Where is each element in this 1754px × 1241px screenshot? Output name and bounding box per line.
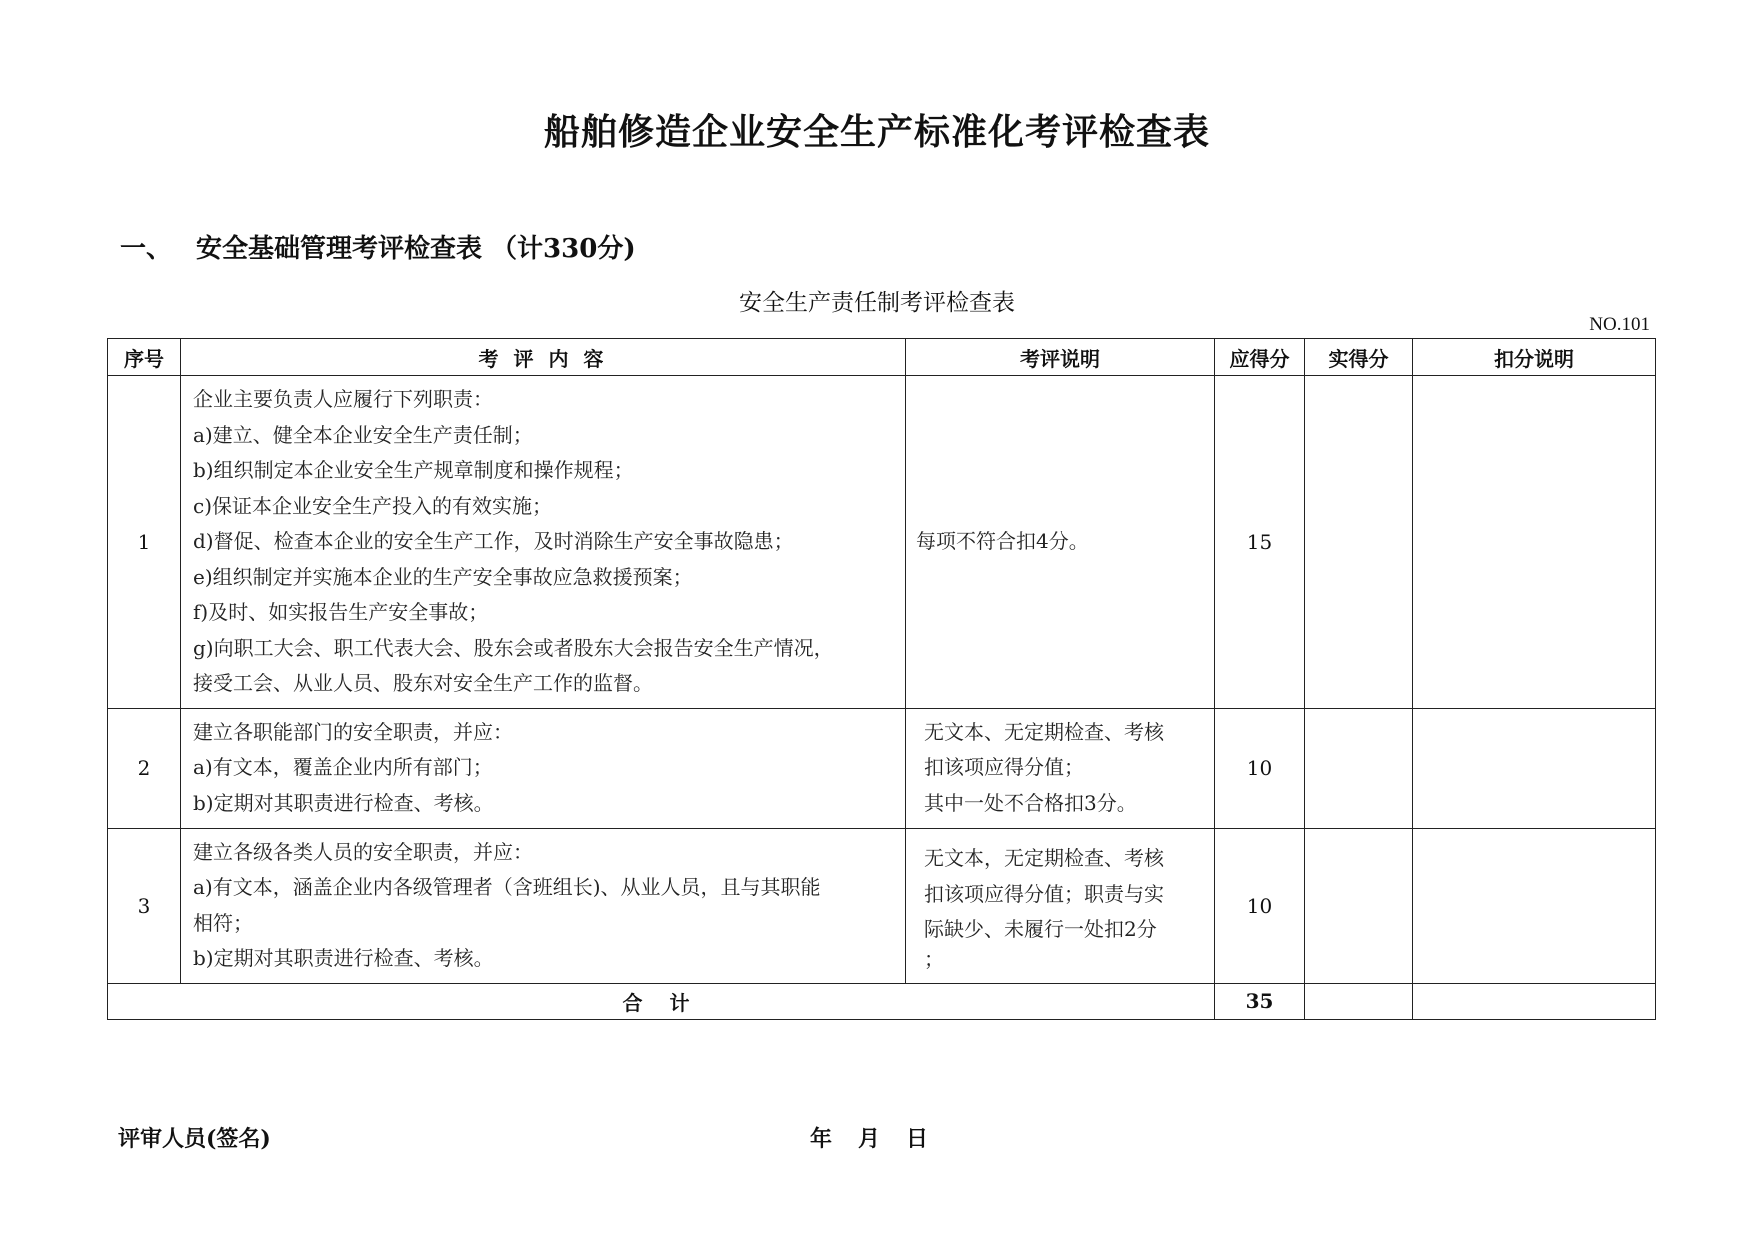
header-note: 考评说明	[906, 339, 1215, 376]
row-content	[181, 828, 906, 983]
total-due-score: 35	[1215, 983, 1305, 1019]
date-year-label: 年	[810, 1126, 833, 1152]
content-line: a)有文本，涵盖企业内各级管理者（含班组长)、从业人员，且与其职能	[193, 875, 821, 899]
assessment-table	[107, 338, 1656, 1020]
date-line	[810, 1122, 954, 1153]
total-label: 合 计	[108, 983, 1215, 1019]
row-due-score: 15	[1215, 376, 1305, 709]
row-due-score: 10	[1215, 828, 1305, 983]
row-actual-score[interactable]	[1305, 708, 1413, 828]
header-no: 序号	[108, 339, 181, 376]
content-line: d)督促、检查本企业的安全生产工作，及时消除生产安全事故隐患；	[193, 529, 794, 553]
header-due: 应得分	[1215, 339, 1305, 376]
note-line: 每项不符合扣4分。	[916, 529, 1089, 553]
content-line: 接受工会、从业人员、股东对安全生产工作的监督。	[193, 671, 653, 695]
signature-label: 评审人员(签名)	[118, 1126, 271, 1152]
row-content	[181, 376, 906, 709]
note-line: 其中一处不合格扣3分。	[924, 790, 1137, 815]
row-note	[906, 376, 1215, 709]
content-line: f)及时、如实报告生产安全事故；	[193, 600, 489, 624]
section-heading	[120, 228, 636, 265]
header-content: 考 评 内 容	[181, 339, 906, 376]
note-line: 扣该项应得分值；	[924, 755, 1084, 780]
content-line: 建立各级各类人员的安全职责，并应：	[193, 839, 533, 864]
row-deduction-note[interactable]	[1413, 708, 1656, 828]
content-line: a)建立、健全本企业安全生产责任制；	[193, 422, 533, 447]
table-row	[108, 376, 1656, 709]
content-line: 相符；	[193, 910, 253, 935]
row-no: 1	[108, 376, 181, 709]
row-deduction-note[interactable]	[1413, 828, 1656, 983]
section-title: 安全基础管理考评检查表 （计330分)	[196, 234, 636, 264]
content-line: 企业主要负责人应履行下列职责：	[193, 387, 493, 411]
row-actual-score[interactable]	[1305, 376, 1413, 709]
note-line: 扣该项应得分值；职责与实	[924, 881, 1164, 906]
header-deduction: 扣分说明	[1413, 339, 1656, 376]
row-no: 3	[108, 828, 181, 983]
content-line: e)组织制定并实施本企业的生产安全事故应急救援预案；	[193, 564, 693, 589]
document-title: 船舶修造企业安全生产标准化考评检查表	[543, 111, 1210, 153]
content-line: b)组织制定本企业安全生产规章制度和操作规程；	[193, 458, 634, 482]
row-note	[906, 828, 1215, 983]
row-actual-score[interactable]	[1305, 828, 1413, 983]
date-day-label: 日	[906, 1126, 929, 1152]
row-deduction-note[interactable]	[1413, 376, 1656, 709]
content-line: 建立各职能部门的安全职责，并应：	[193, 719, 513, 744]
section-number: 一、	[120, 234, 173, 264]
row-note	[906, 708, 1215, 828]
row-due-score: 10	[1215, 708, 1305, 828]
header-actual: 实得分	[1305, 339, 1413, 376]
content-line: b)定期对其职责进行检查、考核。	[193, 790, 494, 815]
content-line: c)保证本企业安全生产投入的有效实施；	[193, 493, 553, 518]
note-line: 无文本、无定期检查、考核	[924, 719, 1164, 744]
table-header-row	[108, 339, 1656, 376]
table-row	[108, 708, 1656, 828]
content-line: g)向职工大会、职工代表大会、股东会或者股东大会报告安全生产情况，	[193, 635, 834, 660]
content-line: b)定期对其职责进行检查、考核。	[193, 946, 494, 970]
note-line: 际缺少、未履行一处扣2分	[924, 917, 1157, 942]
date-month-label: 月	[858, 1126, 881, 1152]
table-row	[108, 828, 1656, 983]
total-deduction-note[interactable]	[1413, 983, 1656, 1019]
table-code: NO.101	[1589, 314, 1650, 335]
note-line: 无文本，无定期检查、考核	[924, 846, 1164, 871]
note-line: ；	[924, 946, 944, 971]
table-title: 安全生产责任制考评检查表	[739, 290, 1015, 316]
total-row	[108, 983, 1656, 1019]
total-actual-score[interactable]	[1305, 983, 1413, 1019]
content-line: a)有文本，覆盖企业内所有部门；	[193, 755, 493, 780]
row-content	[181, 708, 906, 828]
row-no: 2	[108, 708, 181, 828]
